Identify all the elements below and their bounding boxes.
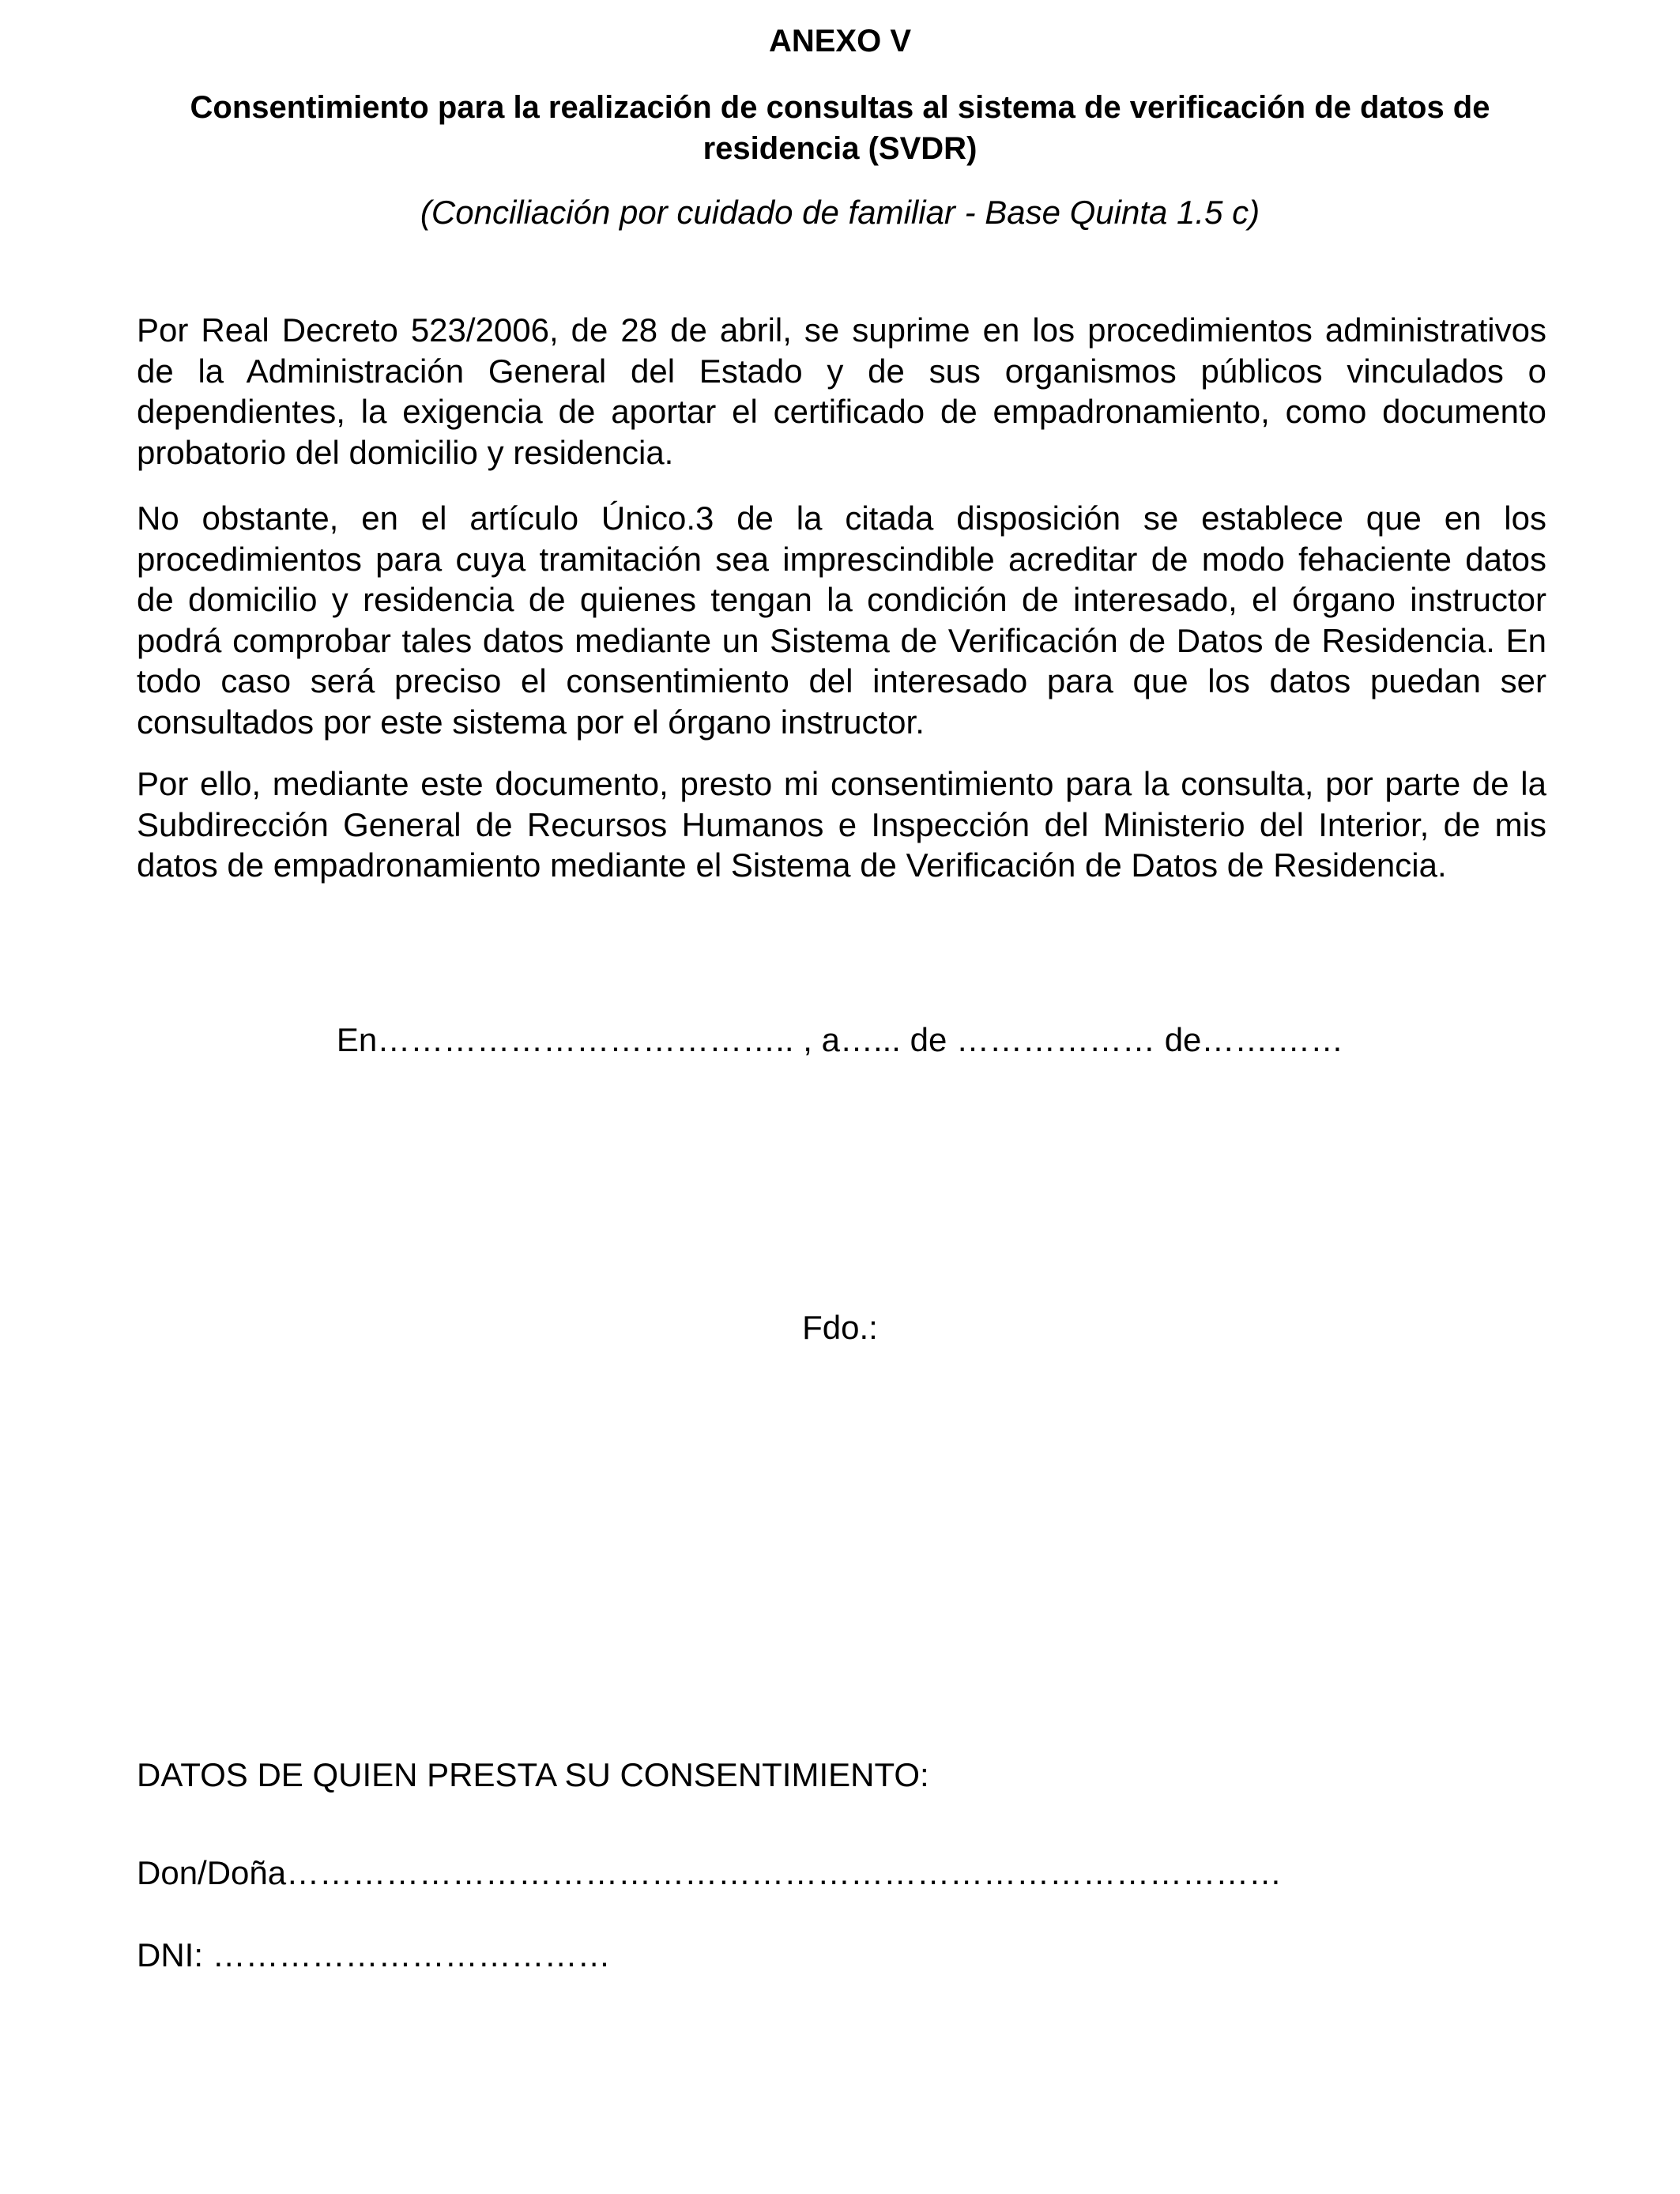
paragraph-consent-requirement: No obstante, en el artículo Único.3 de la citada disposición se establece que en los procedimientos para cuya tramitación sea imprescindible acreditar de modo fehaciente datos de domicilio y residencia de quienes tengan la condición de interesado, el órgano instructor podrá comprobar tales datos mediante un Sistema de Verificación de Datos de Residencia. En todo caso será preciso el consentimiento del interesado para que los datos puedan ser consultados por este sistema por el órgano instructor.: [137, 499, 1546, 741]
document-subtitle: (Conciliación por cuidado de familiar - Base Quinta 1.5 c): [420, 194, 1260, 231]
paragraph-consent-statement: Por ello, mediante este documento, presto mi consentimiento para la consulta, por parte de la Subdirección General de Recursos Humanos e Inspección del Ministerio del Interior, de mis datos de empadronamiento mediante el Sistema de Verificación de Datos de Residencia.: [137, 765, 1546, 884]
dni-field-line: DNI: ………………………………: [137, 1936, 611, 1973]
place-date-line: En……………………………….. , a…... de ……………… de…….……: [336, 1021, 1344, 1058]
name-field-line: Don/Doña………………………………………………………………………………: [137, 1854, 1283, 1891]
consent-data-heading: DATOS DE QUIEN PRESTA SU CONSENTIMIENTO:: [137, 1756, 929, 1793]
signature-line: Fdo.:: [802, 1309, 878, 1346]
paragraph-legal-basis: Por Real Decreto 523/2006, de 28 de abril, se suprime en los procedimientos administrativos de la Administración General del Estado y de sus organismos públicos vinculados o dependientes, la exigencia de aportar el certificado de empadronamiento, como documento probatorio del domicilio y residencia.: [137, 311, 1546, 471]
document-title: Consentimiento para la realización de consultas al sistema de verificación de datos de residencia (SVDR): [190, 90, 1490, 166]
annex-title: ANEXO V: [768, 24, 912, 58]
